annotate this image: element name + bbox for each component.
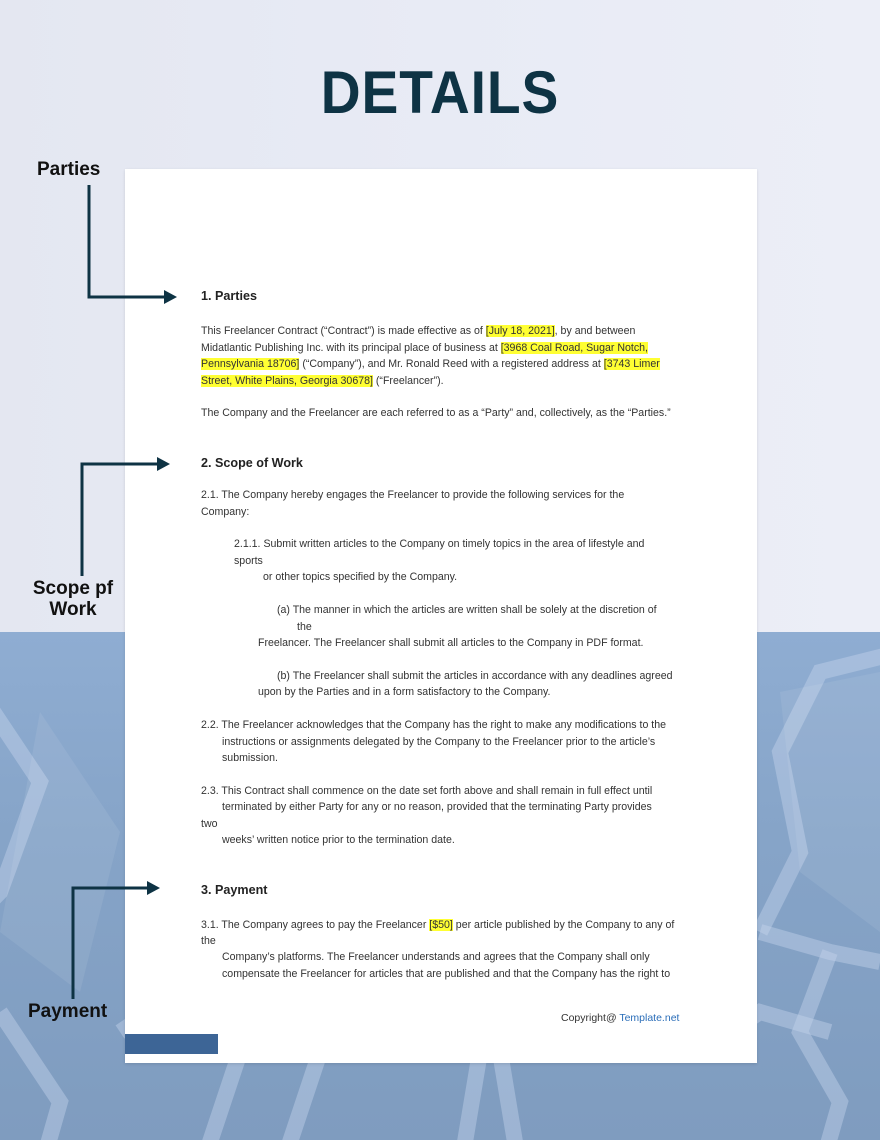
clause-line: two (201, 818, 218, 830)
clause-line: the (297, 621, 312, 633)
clause-line: sports (234, 555, 263, 567)
text: 3.1. The Company agrees to pay the Freelancer (201, 919, 430, 931)
text: This Freelancer Contract (“Contract”) is made effective as of (201, 325, 486, 337)
template-net-link[interactable]: Template.net (619, 1012, 680, 1024)
clause-line: 2.1. The Company hereby engages the Freelancer to provide the following services for the (201, 489, 625, 501)
clause-line: or other topics specified by the Company. (263, 571, 458, 583)
clause-line: submission. (222, 752, 278, 764)
clause-line: 2.1.1. Submit written articles to the Company on timely topics in the area of lifestyle and (234, 538, 645, 550)
clause-line: (b) The Freelancer shall submit the articles in accordance with any deadlines agreed (277, 670, 673, 682)
callout-label-line: Work (49, 599, 97, 620)
highlighted-rate: [$50] (429, 919, 453, 931)
section-heading-parties: 1. Parties (201, 289, 258, 303)
highlighted-freelancer-address: Street, White Plains, Georgia 30678] (201, 375, 373, 387)
clause-line: terminated by either Party for any or no reason, provided that the terminating Party provides (222, 801, 652, 813)
text: per article published by the Company to any of (452, 919, 675, 931)
clause-line: (a) The manner in which the articles are written shall be solely at the discretion of (277, 604, 657, 616)
callout-label-payment: Payment (28, 1001, 108, 1022)
clause-line: 2.3. This Contract shall commence on the date set forth above and shall remain in full effect until (201, 785, 653, 797)
clause-line: the (201, 935, 216, 947)
clause-line: upon by the Parties and in a form satisfactory to the Company. (258, 686, 551, 698)
highlighted-freelancer-address: [3743 Limer (603, 358, 660, 370)
callout-label-line: Scope pf (32, 578, 114, 599)
paragraph-line: The Company and the Freelancer are each referred to as a “Party” and, collectively, as the “Parties.” (201, 407, 671, 419)
arrow-head-icon (147, 881, 160, 895)
callout-label-parties: Parties (37, 159, 101, 180)
clause-line: Freelancer. The Freelancer shall submit all articles to the Company in PDF format. (258, 637, 644, 649)
clause-line: Company’s platforms. The Freelancer understands and agrees that the Company shall only (222, 951, 650, 963)
highlighted-date: [July 18, 2021] (485, 325, 555, 337)
section-heading-scope-of-work: 2. Scope of Work (201, 456, 303, 470)
text: , by and between (554, 325, 636, 337)
highlighted-company-address: [3968 Coal Road, Sugar Notch, (500, 342, 648, 354)
highlighted-company-address: Pennsylvania 18706] (201, 358, 300, 370)
clause-line: 2.2. The Freelancer acknowledges that the Company has the right to make any modifications to the (201, 719, 667, 731)
arrow-right-icon (82, 464, 159, 576)
text: (“Freelancer”). (372, 375, 444, 387)
arrow-right-icon (73, 888, 149, 999)
page-title: DETAILS (320, 59, 560, 126)
arrow-right-icon (89, 185, 166, 297)
clause-line: compensate the Freelancer for articles that are published and that the Company has the right to (222, 968, 671, 980)
clause-line: instructions or assignments delegated by the Company to the Freelancer prior to the article’s (222, 736, 656, 748)
arrow-head-icon (157, 457, 170, 471)
arrow-head-icon (164, 290, 177, 304)
copyright-text: Copyright@ (561, 1012, 620, 1024)
text: Midatlantic Publishing Inc. with its principal place of business at (201, 342, 501, 354)
section-heading-payment: 3. Payment (201, 883, 268, 897)
clause-line: weeks’ written notice prior to the termination date. (222, 834, 455, 846)
text: (“Company”), and Mr. Ronald Reed with a registered address at (299, 358, 604, 370)
clause-line: Company: (201, 506, 250, 518)
